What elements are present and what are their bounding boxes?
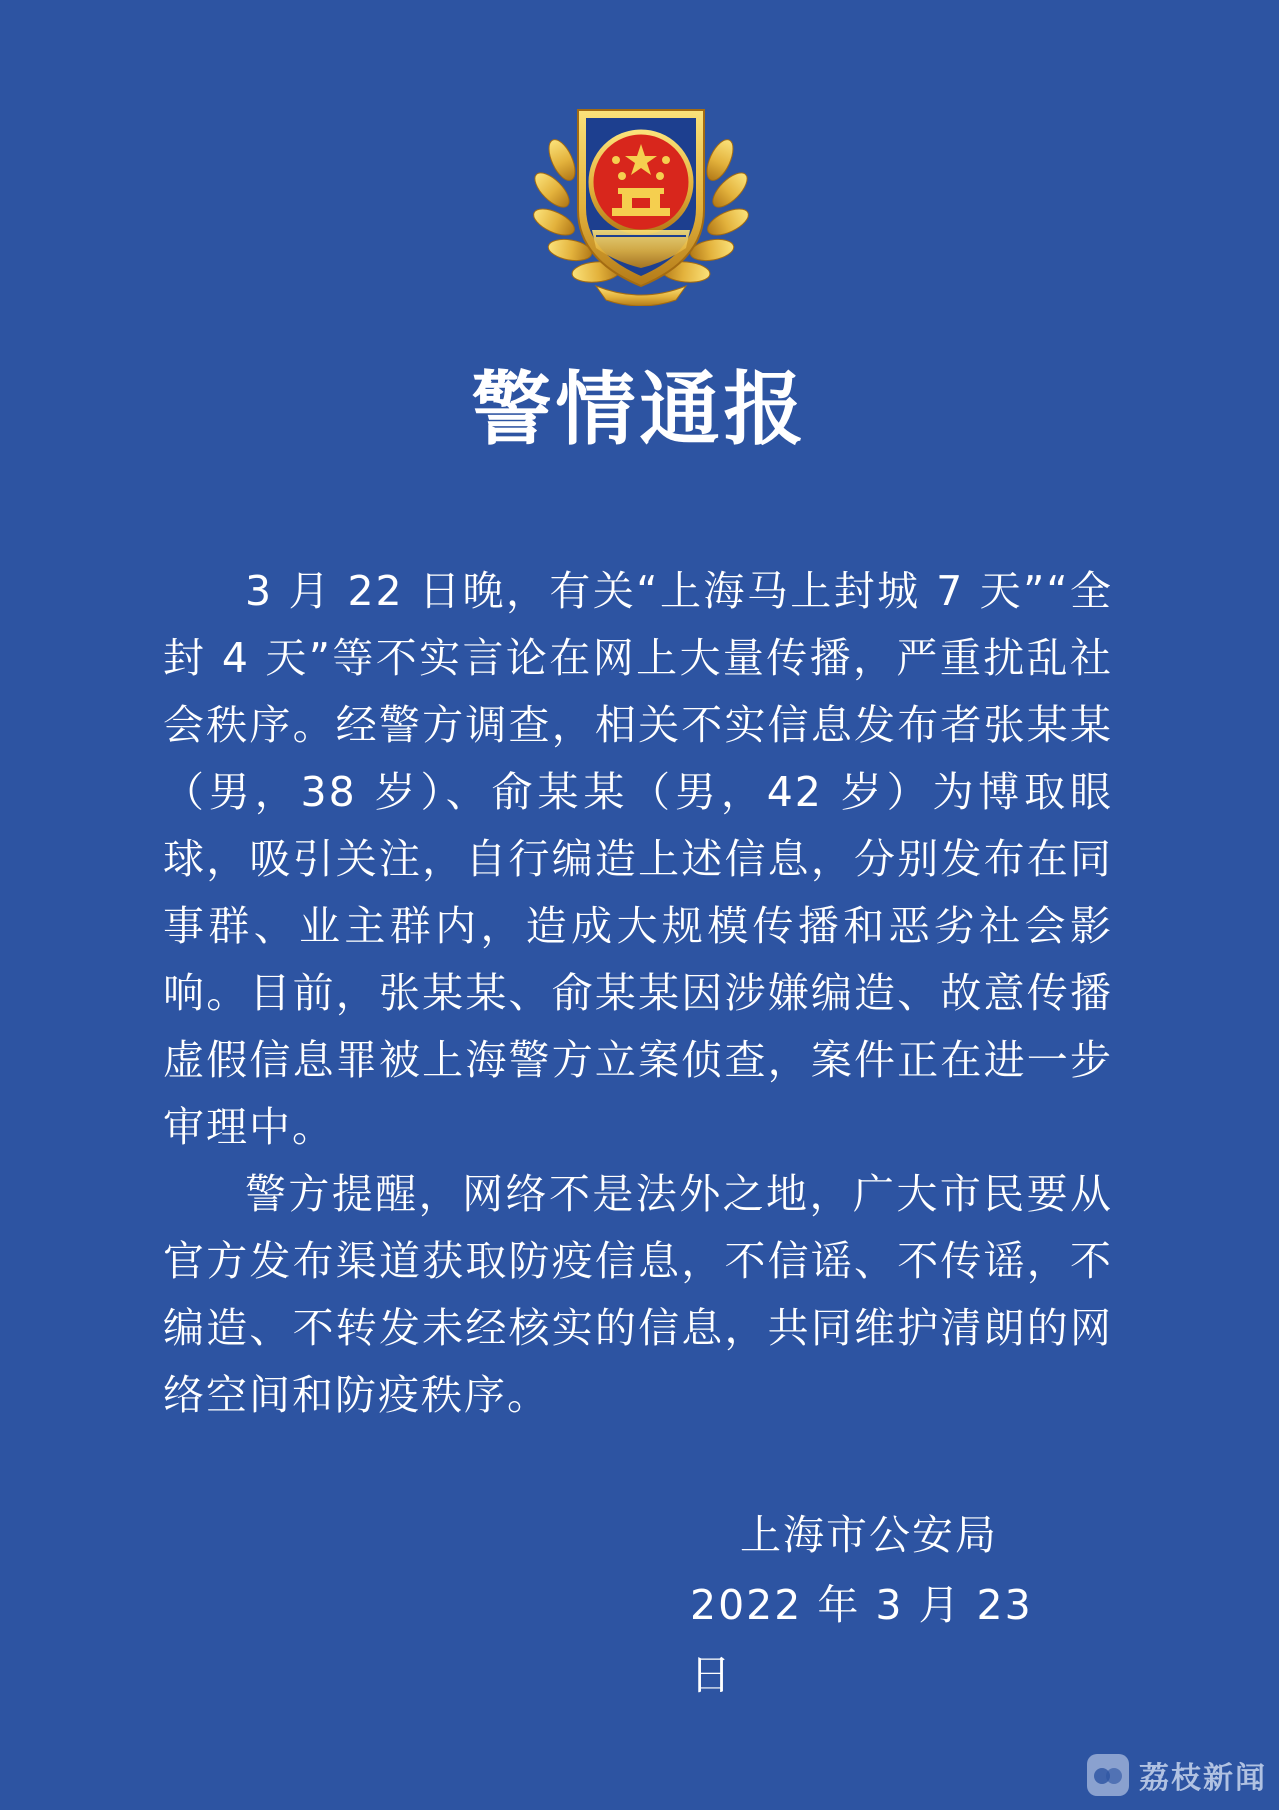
police-emblem-icon (526, 90, 756, 306)
notice-body (163, 558, 1113, 1429)
notice-paragraph: 警方提醒，网络不是法外之地，广大市民要从官方发布渠道获取防疫信息，不信谣、不传谣，不编造、不转发未经核实的信息，共同维护清朗的网络空间和防疫秩序。 (163, 1170, 1113, 1419)
signature-block (690, 1500, 1070, 1710)
lizhi-logo-icon (1085, 1752, 1131, 1798)
notice-paragraph: 3 月 22 日晚，有关“上海马上封城 7 天”“全封 4 天”等不实言论在网上大量传播，严重扰乱社会秩序。经警方调查，相关不实信息发布者张某某（男，38 岁）、俞某某（男，42 岁）为博取眼球，吸引关注，自行编造上述信息，分别发布在同事群、业主群内，造成大规模传播和恶劣社会影响。目前，张某某、俞某某因涉嫌编造、故意传播虚假信息罪被上海警方立案侦查，案件正在进一步审理中。 (163, 567, 1113, 1151)
signature-organization: 上海市公安局 (740, 1511, 998, 1559)
notice-title: 警情通报 (471, 363, 808, 456)
source-watermark (1085, 1752, 1267, 1798)
signature-date: 2022 年 3 月 23 日 (690, 1581, 1033, 1699)
watermark-text: 荔枝新闻 (1139, 1761, 1267, 1796)
